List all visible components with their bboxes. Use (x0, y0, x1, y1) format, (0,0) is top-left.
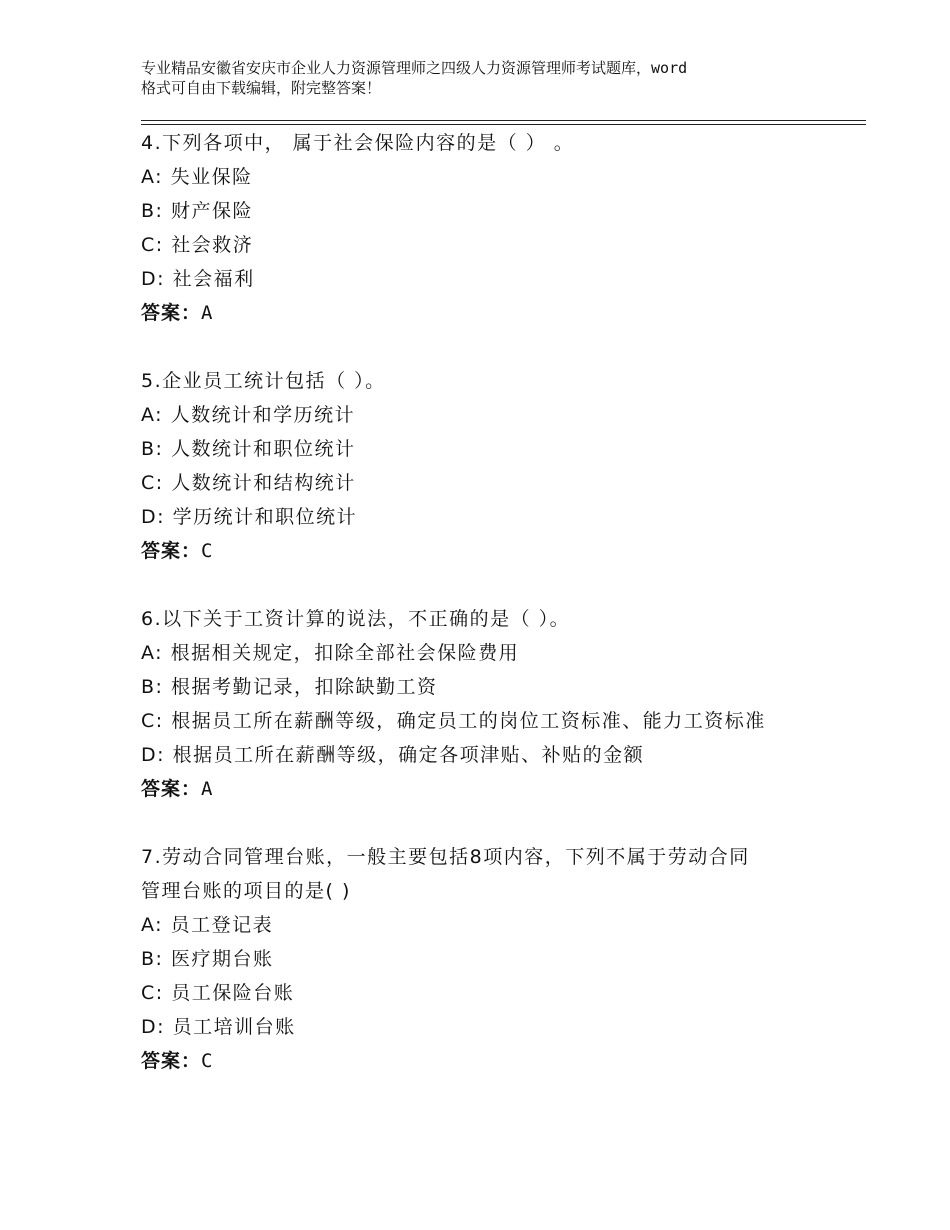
answer-value: A (201, 778, 214, 800)
option-a: A: 员工登记表 (141, 914, 274, 936)
header-line-1: 专业精品安徽省安庆市企业人力资源管理师之四级人力资源管理师考试题库，word (141, 59, 688, 77)
header-line-2: 格式可自由下载编辑，附完整答案！ (141, 79, 382, 97)
option-a: A: 失业保险 (141, 166, 253, 188)
answer-label: 答案： (141, 540, 202, 562)
answer-line (141, 296, 861, 330)
option-c: C: 社会救济 (141, 234, 254, 256)
question-7 (141, 840, 861, 1078)
question-stem-continued: 管理台账的项目的是( ) (141, 880, 351, 902)
question-5 (141, 364, 861, 568)
answer-line (141, 772, 861, 806)
answer-value: C (201, 1050, 214, 1072)
option-d: D: 学历统计和职位统计 (141, 506, 358, 528)
option-c: C: 员工保险台账 (141, 982, 295, 1004)
question-stem: 6.以下关于工资计算的说法，不正确的是（ ）。 (141, 608, 571, 630)
answer-value: A (201, 302, 214, 324)
answer-label: 答案： (141, 302, 202, 324)
header-divider-top (141, 120, 866, 121)
option-a: A: 人数统计和学历统计 (141, 404, 356, 426)
option-b: B: 医疗期台账 (141, 948, 274, 970)
option-d: D: 员工培训台账 (141, 1016, 296, 1038)
question-list (141, 126, 861, 1112)
answer-label: 答案： (141, 1050, 202, 1072)
answer-label: 答案： (141, 778, 202, 800)
option-c: C: 根据员工所在薪酬等级，确定员工的岗位工资标准、能力工资标准 (141, 710, 766, 732)
header-divider-bottom (141, 124, 866, 125)
option-a: A: 根据相关规定，扣除全部社会保险费用 (141, 642, 520, 664)
question-stem: 7.劳动合同管理台账，一般主要包括8项内容，下列不属于劳动合同 (141, 846, 750, 868)
answer-value: C (201, 540, 214, 562)
question-stem: 5.企业员工统计包括（ ）。 (141, 370, 386, 392)
option-d: D: 社会福利 (141, 268, 255, 290)
option-b: B: 人数统计和职位统计 (141, 438, 356, 460)
question-4 (141, 126, 861, 330)
document-header (141, 58, 841, 98)
option-c: C: 人数统计和结构统计 (141, 472, 356, 494)
option-d: D: 根据员工所在薪酬等级，确定各项津贴、补贴的金额 (141, 744, 645, 766)
question-stem: 4.下列各项中， 属于社会保险内容的是（ ） 。 (141, 132, 575, 154)
option-b: B: 根据考勤记录，扣除缺勤工资 (141, 676, 438, 698)
answer-line (141, 534, 861, 568)
answer-line (141, 1044, 861, 1078)
option-b: B: 财产保险 (141, 200, 253, 222)
question-6 (141, 602, 861, 806)
